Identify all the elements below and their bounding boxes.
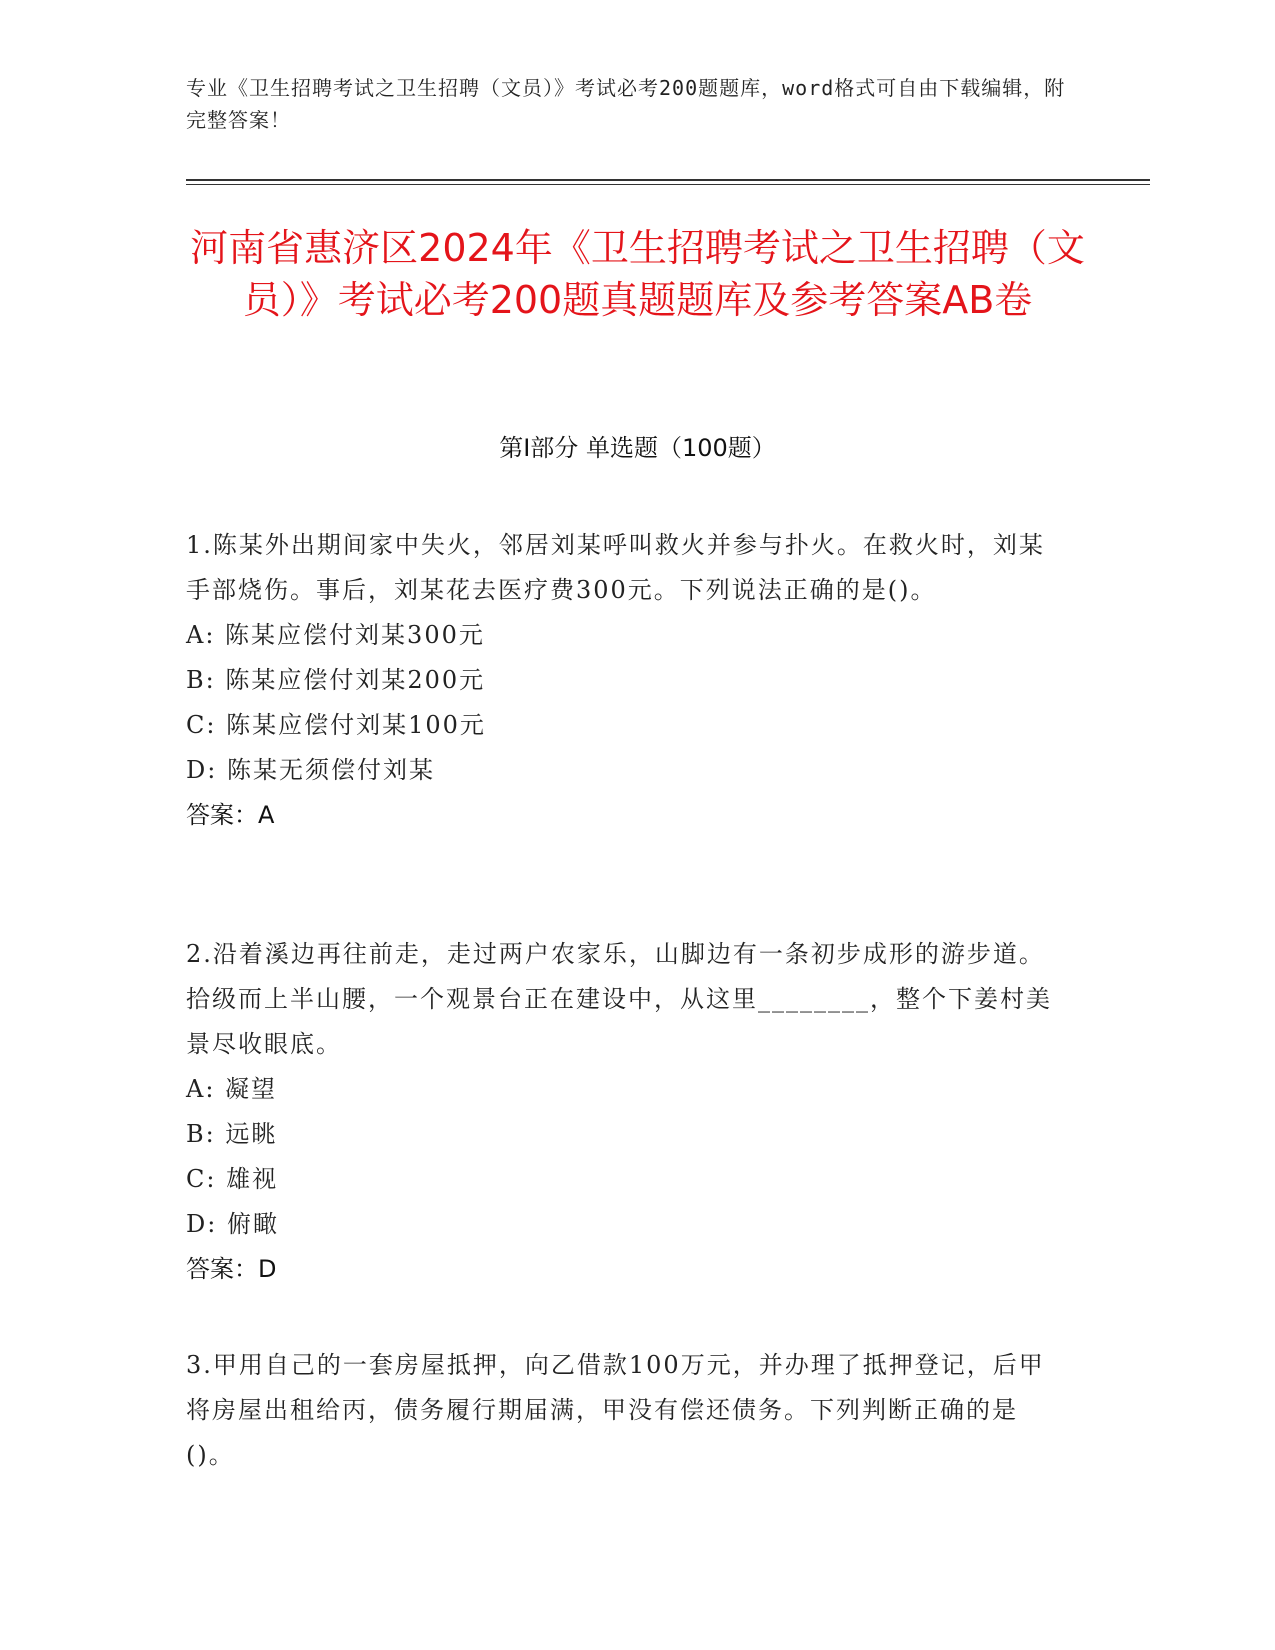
question-stem: 2.沿着溪边再往前走，走过两户农家乐，山脚边有一条初步成形的游步道。拾级而上半山腰，一个观景台正在建设中，从这里________，整个下姜村美景尽收眼底。	[186, 940, 1052, 1058]
answer-label: 答案：D	[186, 1255, 277, 1283]
header-divider-thin	[186, 184, 1150, 185]
option-a: A: 凝望	[186, 1075, 278, 1103]
option-a: A: 陈某应偿付刘某300元	[186, 621, 485, 649]
option-b: B: 陈某应偿付刘某200元	[186, 666, 486, 694]
option-c: C: 陈某应偿付刘某100元	[186, 711, 486, 739]
option-b: B: 远眺	[186, 1120, 278, 1148]
section-heading: 第Ⅰ部分 单选题（100题）	[499, 434, 776, 462]
question-stem: 3.甲用自己的一套房屋抵押，向乙借款100万元，并办理了抵押登记，后甲将房屋出租给丙，债务履行期届满，甲没有偿还债务。下列判断正确的是()。	[186, 1351, 1045, 1469]
document-title: 河南省惠济区2024年《卫生招聘考试之卫生招聘（文员）》考试必考200题真题题库及参考答案AB卷	[190, 226, 1085, 322]
option-d: D: 俯瞰	[186, 1210, 279, 1238]
question-1	[186, 523, 1066, 838]
option-d: D: 陈某无须偿付刘某	[186, 756, 435, 784]
option-c: C: 雄视	[186, 1165, 279, 1193]
header-note: 专业《卫生招聘考试之卫生招聘（文员）》考试必考200题题库，word格式可自由下载编辑，附完整答案！	[186, 76, 1066, 132]
question-stem: 1.陈某外出期间家中失火，邻居刘某呼叫救火并参与扑火。在救火时，刘某手部烧伤。事后，刘某花去医疗费300元。下列说法正确的是()。	[186, 531, 1045, 604]
question-3	[186, 1343, 1066, 1478]
answer-label: 答案：A	[186, 801, 275, 829]
question-2	[186, 932, 1066, 1292]
header-divider-thick	[186, 179, 1150, 181]
